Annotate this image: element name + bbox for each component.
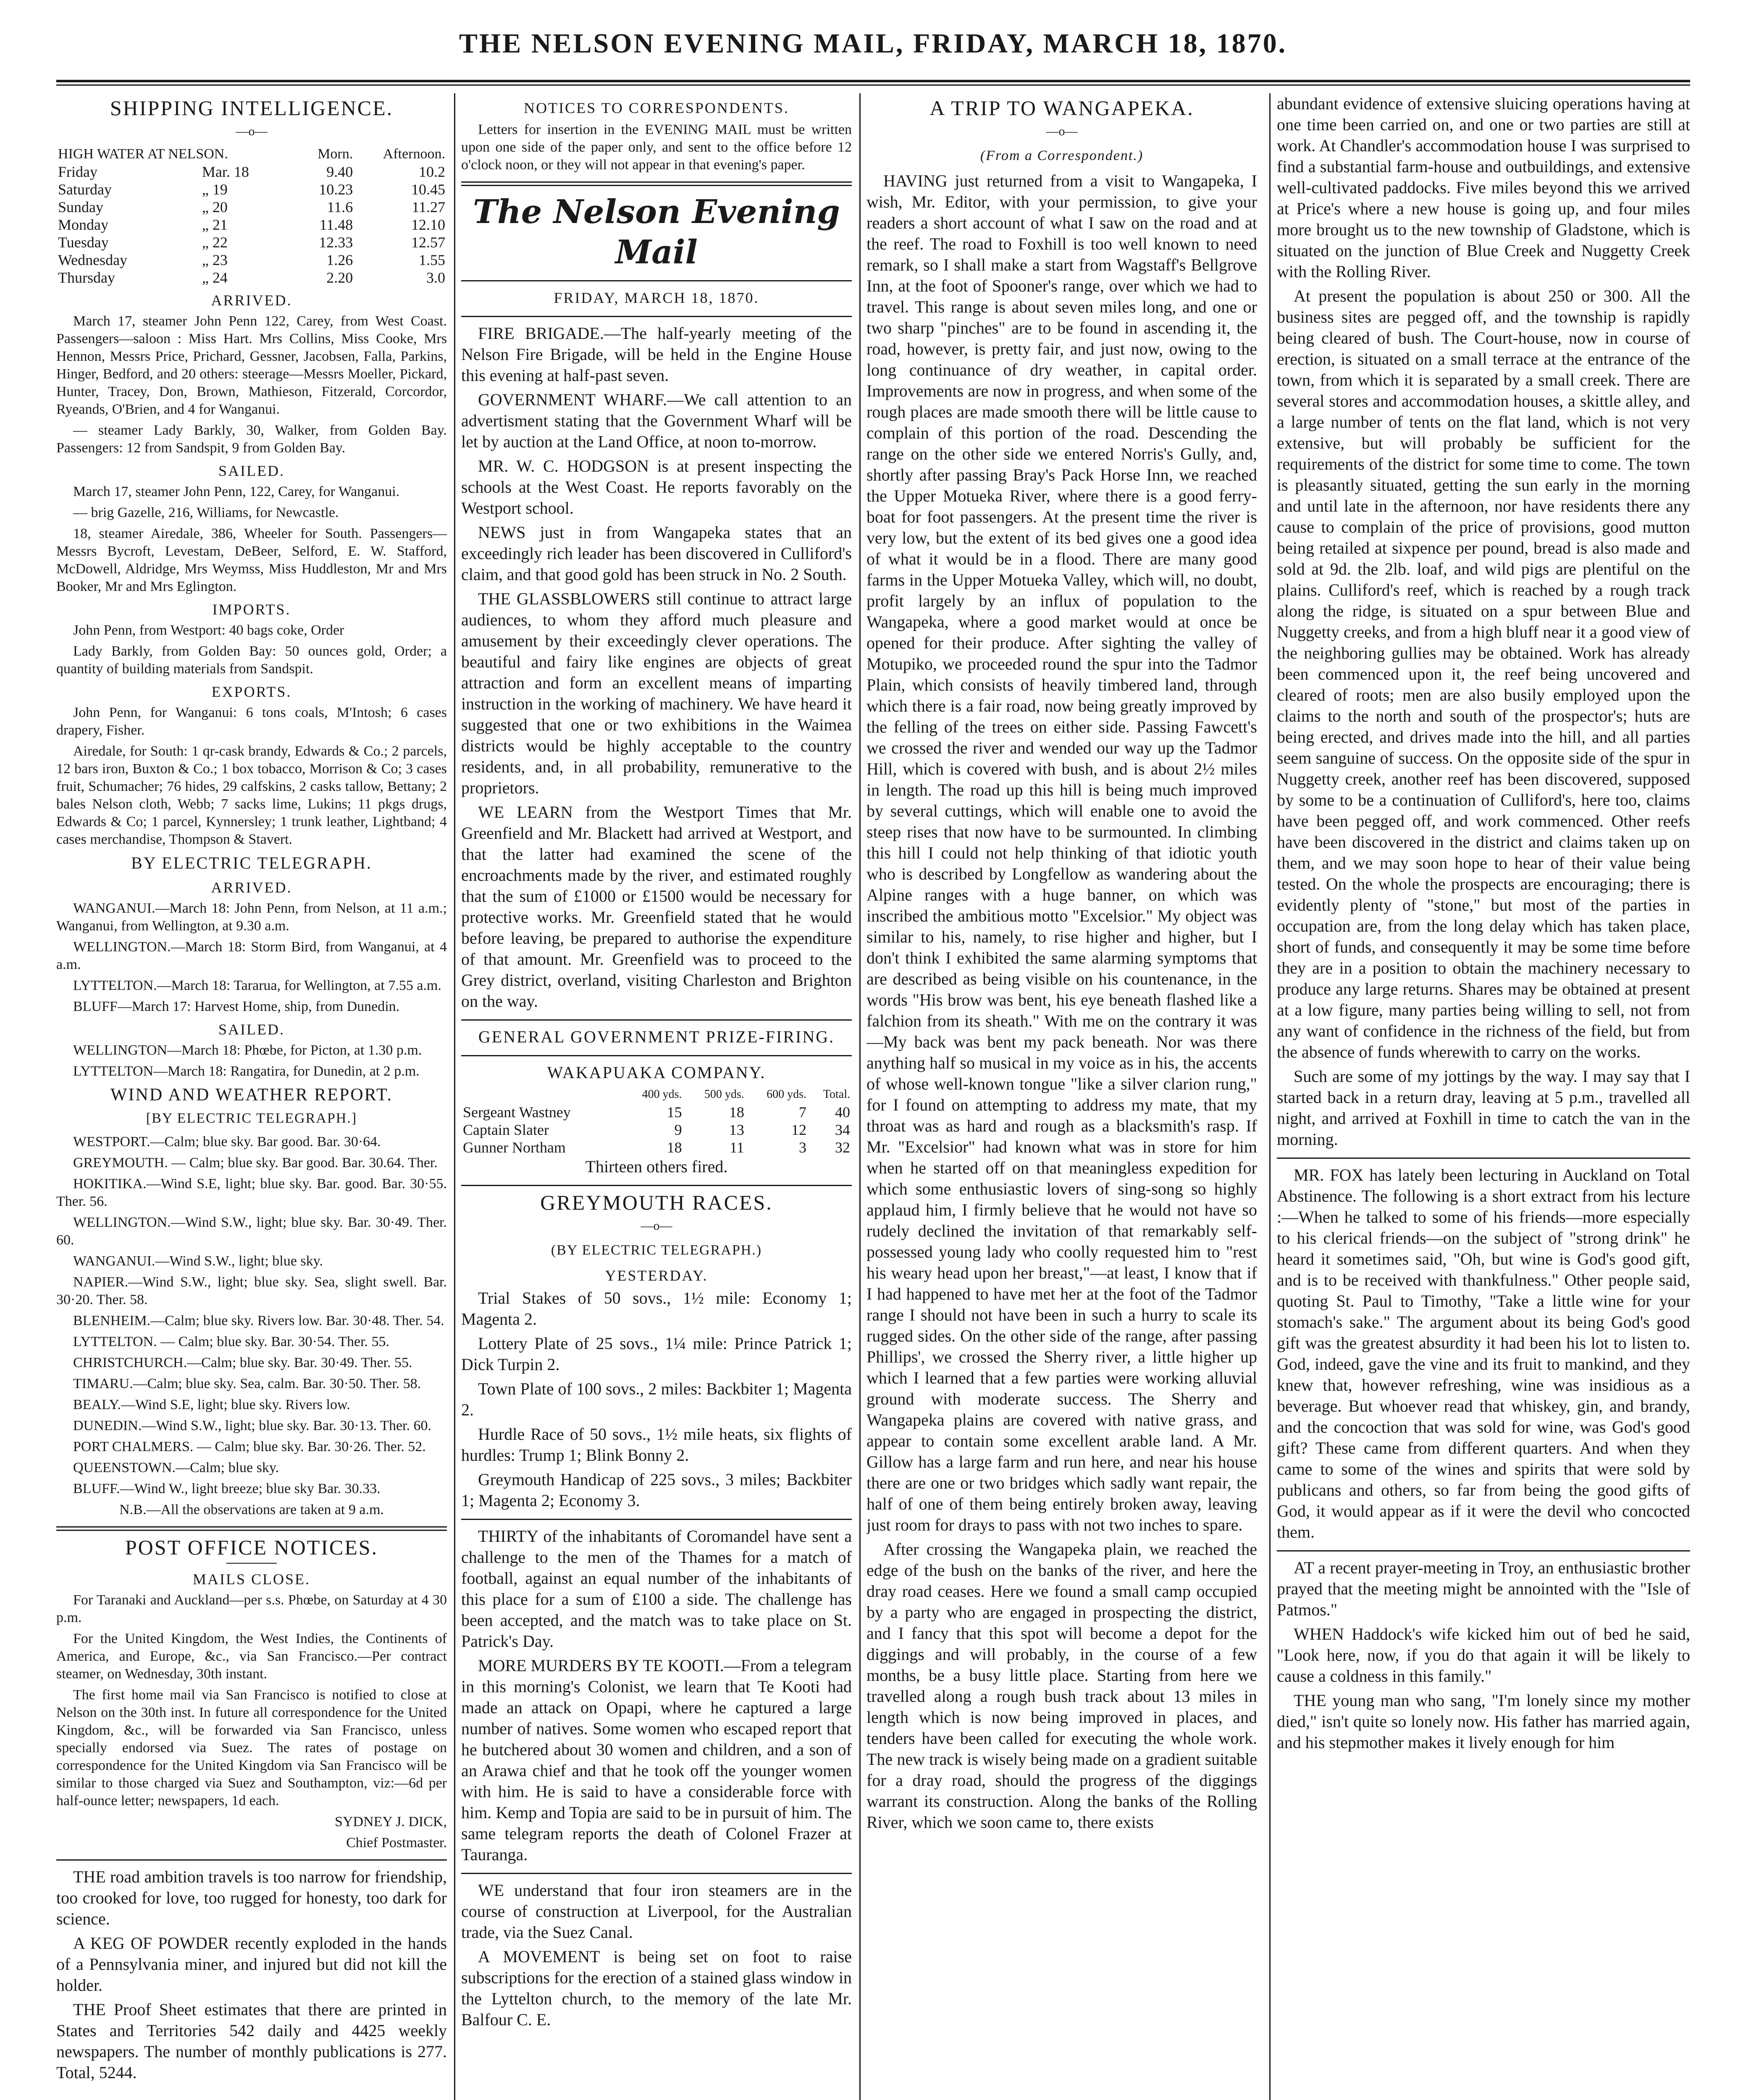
- race-result: Greymouth Handicap of 225 sovs., 3 miles; Backbiter 1; Magenta 2; Economy 3.: [461, 1470, 852, 1510]
- mails-close-heading: MAILS CLOSE.: [192, 1571, 311, 1588]
- tide-cell: Mar. 18: [202, 163, 249, 180]
- section-rule: [461, 1019, 852, 1021]
- section-rule: [461, 316, 852, 317]
- weather-title: WIND AND WEATHER REPORT.: [110, 1085, 393, 1105]
- prize-cell: Sergeant Wastney: [463, 1104, 571, 1121]
- weather-entry: BLENHEIM.—Calm; blue sky. Rivers low. Bar. 30·48. Ther. 54.: [73, 1313, 444, 1328]
- weather-entry: NAPIER.—Wind S.W., light; blue sky. Sea, slight swell. Bar. 30·20. Ther. 58.: [56, 1274, 447, 1307]
- tide-row: [56, 163, 447, 181]
- prize-cell: 13: [729, 1121, 744, 1138]
- tide-cell: Sunday: [58, 199, 103, 215]
- column-rule: [454, 93, 455, 2100]
- news-paragraph: WE LEARN from the Westport Times that Mr. Greenfield and Mr. Blackett had arrived at Westport, and that the latter had examined the scene of the encroachments made by the river, and estimated roughly that the sum of £1000 or £1500 would be necessary for protective works. Mr. Greenfield stated that he would before leaving, be prepared to authorise the expenditure of that amount. Mr. Greenfield was to proceed to the Grey district, overland, visiting Charleston and Brighton on the way.: [461, 803, 852, 1011]
- section-rule: [461, 280, 852, 281]
- tide-cell: Wednesday: [58, 252, 128, 268]
- tide-cell: 3.0: [426, 269, 445, 286]
- race-result: Hurdle Race of 50 sovs., 1½ mile heats, six flights of hurdles: Trump 1; Blink Bonny 2.: [461, 1425, 852, 1465]
- news-paragraph: AT a recent prayer-meeting in Troy, an enthusiastic brother prayed that the meeting might be annointed with the "Isle of Patmos.": [1277, 1558, 1690, 1619]
- tide-header-row: [56, 145, 447, 163]
- tide-table: [56, 145, 447, 286]
- news-paragraph: MR. FOX has lately been lecturing in Auckland on Total Abstinence. The following is a short extract from his lecture :—When he talked to some of his friends—more especially to his clerical friends—on the subject of "strong drink" he heard it sometimes said, "Oh, but wine is God's good gift, and is to be received with thankfulness." Other people said, quoting St. Paul to Timothy, "Take a little wine for your stomach's sake." The argument about its being God's good gift was the greatest absurdity it had been his lot to listen to. God, indeed, gave the vine and its fruit to mankind, and they knew that, however refreshing, wine was insidious as a beverage. But whoever read that whiskey, gin, and brandy, and the concoction that was sold for wine, was God's good gift? These came from different quarters. And when they came to some of the wines and spirits that were sold by publicans and others, so far from being the good gifts of God, it would appear as if it were the devil who concocted them.: [1277, 1166, 1690, 1541]
- tide-cell: 1.55: [419, 252, 445, 268]
- news-paragraph: A MOVEMENT is being set on foot to raise subscriptions for the erection of a stained glass window in the Lyttelton church, to the memory of the late Mr. Balfour C. E.: [461, 1947, 852, 2029]
- tide-row: [56, 216, 447, 234]
- post-signature-title: Chief Postmaster.: [346, 1835, 447, 1851]
- weather-entry: WANGANUI.—Wind S.W., light; blue sky.: [73, 1253, 323, 1269]
- prize-cell: 11: [730, 1139, 744, 1156]
- post-entry: For Taranaki and Auckland—per s.s. Phœbe, on Saturday at 4 30 p.m.: [56, 1592, 447, 1625]
- arrived-entry: — steamer Lady Barkly, 30, Walker, from Golden Bay. Passengers: 12 from Sandspit, 9 from Golden Bay.: [56, 423, 447, 456]
- tide-cell: 10.2: [419, 163, 445, 180]
- prize-header: 600 yds.: [767, 1088, 807, 1101]
- news-paragraph: NEWS just in from Wangapeka states that an exceedingly rich leader has been discovered in Culliford's claim, and that good gold has been struck in No. 2 South.: [461, 523, 852, 584]
- prize-cell: 9: [674, 1121, 682, 1138]
- prize-header: 400 yds.: [642, 1088, 682, 1101]
- imports-heading: IMPORTS.: [212, 601, 291, 618]
- column-3: [866, 93, 1257, 2100]
- tide-cell: Thursday: [58, 269, 115, 286]
- news-paragraph: THIRTY of the inhabitants of Coromandel have sent a challenge to the men of the Thames for a match of football, against an equal number of the inhabitants of this place for a sum of £100 a side. The challenge has been accepted, and the match was to take place on St. Patrick's Day.: [461, 1527, 852, 1651]
- prize-header-row: [461, 1086, 852, 1103]
- tide-row: [56, 269, 447, 286]
- sailed-entry: 18, steamer Airedale, 386, Wheeler for South. Passengers—Messrs Bycroft, Levestam, DeBeer, Selford, E. W. Stafford, McDowell, Aldridge, Mrs Weymss, Miss Huddleston, Mr and Mrs Booker, Mr and Mrs Eglington.: [56, 526, 447, 594]
- tide-cell: „ 19: [202, 181, 228, 198]
- race-result: Trial Stakes of 50 sovs., 1½ mile: Economy 1; Magenta 2.: [461, 1289, 852, 1328]
- exports-entry: John Penn, for Wanganui: 6 tons coals, M'Intosh; 6 cases drapery, Fisher.: [56, 705, 447, 738]
- shipping-title: SHIPPING INTELLIGENCE.: [110, 96, 394, 120]
- post-entry: The first home mail via San Francisco is notified to close at Nelson on the 30th inst. In future all correspondence for the United Kingdom, &c., will be forwarded via San Francisco, unless specially endorsed via Suez. The rates of postage on correspondence for the United Kingdom via San Francisco will be similar to those charged via Suez and Southampton, viz:—6d per half-ounce letter; newspapers, 1d each.: [56, 1687, 447, 1809]
- masthead-rule: [56, 80, 1690, 86]
- weather-entry: PORT CHALMERS. — Calm; blue sky. Bar. 30·26. Ther. 52.: [73, 1439, 426, 1454]
- section-rule: [56, 1526, 447, 1531]
- telegraph-title: BY ELECTRIC TELEGRAPH.: [131, 853, 372, 872]
- weather-entry: BLUFF.—Wind W., light breeze; blue sky Bar. 30.33.: [73, 1481, 381, 1496]
- tide-cell: „ 20: [202, 199, 228, 215]
- prize-cell: 40: [835, 1104, 850, 1121]
- article-byline: (From a Correspondent.): [980, 148, 1144, 163]
- tide-header: Morn.: [318, 146, 353, 162]
- section-rule: [1277, 1158, 1690, 1159]
- arrived-entry: March 17, steamer John Penn 122, Carey, from West Coast. Passengers—saloon : Miss Hart. Mrs Collins, Miss Cooke, Mrs Hennon, Messrs Price, Prichard, Gessner, Jacobsen, Falla, Parkins, Hinger, Bedford, and 20 others: steerage—Messrs Moeller, Pickard, Hunter, Tracey, Don, Brown, Mathieson, Fitzerald, Corcordor, Ryeands, O'Brien, and 4 for Wanganui.: [56, 313, 447, 417]
- news-paragraph: WE understand that four iron steamers are in the course of construction at Liverpool, for the Australian trade, via the Suez Canal.: [461, 1881, 852, 1942]
- telegraph-sailed-entry: LYTTELTON—March 18: Rangatira, for Dunedin, at 2 p.m.: [73, 1063, 420, 1079]
- article-title: A TRIP TO WANGAPEKA.: [929, 96, 1194, 120]
- article-paragraph: HAVING just returned from a visit to Wangapeka, I wish, Mr. Editor, with your permission, to give your readers a short account of what I saw on the road and at the reef. The road to Foxhill is too well known to need remark, so I shall make a start from Wagstaff's Bellgrove Inn, at the foot of Spooner's range, over which we had to travel. This range is about seven miles long, and one or two sharp "pinches" are to be found in ascending it, the road, however, is pretty fair, and just now, owing to the long continuance of dry weather, in capital order. Improvements are now in progress, and when some of the rough places are made smooth there will be little cause to complain of this portion of the road. Descending the range on the other side we entered Norris's Gully, and, shortly after passing Bray's Pack Horse Inn, we reached the Upper Motueka River, where there is a good ferry-boat for foot passengers. At the present time the river is very low, but the extent of its bed gives one a good idea of what it would be in a flood. There are many good farms in the Upper Motueka Valley, which will, no doubt, profit largely by an influx of population to the Wangapeka, where a good market would at once be opened for their produce. After sighting the valley of Motupiko, we proceeded round the spur into the Tadmor Plain, which consists of heavily timbered land, through which there is a fair road, now being greatly improved by the felling of the trees on either side. Passing Fawcett's we crossed the river and wended our way up the Tadmor Hill, which is covered with bush, and is about 2½ miles in length. The road up this hill is being much improved by several cuttings, which will enable one to avoid the steep rises that now have to be surmounted. In climbing this hill I could not help thinking of that idiotic youth who is described by Longfellow as wandering about the Alpine ranges with a huge banner, on which was inscribed the ambitious motto "Excelsior." My object was similar to his, namely, to rise higher and higher, but I don't think I exhibited the same alarming symptoms that are described as being visible on his countenance, in the words "His brow was bent, his eye beneath flashed like a falchion from its sheath." With me on the contrary it was—My back was bent my pack beneath. Nor was there anything half so musical in my voice as in his, the accents of whose well-known tongue "like a silver clarion rung," for I found on attempting to address my mate, that my throat was as hard and rough as a blacksmith's rasp. If Mr. "Excelsior" had known what was in store for him when he started off on that meaningless expedition for which some enthusiastic lovers of sing-song so highly applaud him, I firmly believe that he would not have so rudely declined the invitation of that remarkably self-possessed young lady who coolly requested him to "rest his weary head upon her breast,"—at least, I know that if I had happened to have met her at the foot of the Tadmor range I should not have been in such a hurry to scale its rugged sides. On the other side of the range, after passing Phillips', we crossed the Sherry river, a little higher up which I learned that a few parties were working alluvial ground with moderate success. The Sherry and Wangapeka plains are covered with native grass, and appear to contain some excellent arable land. A Mr. Gillow has a large farm and run here, and near his house there are one or two bridges which sadly want repair, the half of one of them being entirely broken away, leaving just room for drays to pass with not two inches to spare.: [866, 171, 1257, 1534]
- arrived-heading: ARRIVED.: [211, 292, 292, 309]
- divider: [226, 1563, 277, 1564]
- tide-cell: Monday: [58, 216, 108, 233]
- section-rule: [461, 1055, 852, 1056]
- tide-cell: Tuesday: [58, 234, 109, 251]
- notices-text: Letters for insertion in the EVENING MAIL must be written upon one side of the paper only, and sent to the office before 12 o'clock noon, or they will not appear in that evening's paper.: [461, 122, 852, 173]
- post-entry: For the United Kingdom, the West Indies, the Continents of America, and Europe, &c., via San Francisco.—Per contract steamer, on Wednesday, 30th instant.: [56, 1631, 447, 1682]
- weather-entry: GREYMOUTH. — Calm; blue sky. Bar good. Bar. 30.64. Ther.: [73, 1155, 438, 1171]
- weather-entry: BEALY.—Wind S.E, light; blue sky. Rivers low.: [73, 1397, 350, 1412]
- weather-entry: WELLINGTON.—Wind S.W., light; blue sky. Bar. 30·49. Ther. 60.: [56, 1215, 447, 1248]
- imports-entry: John Penn, from Westport: 40 bags coke, Order: [73, 622, 344, 638]
- tide-header: Afternoon.: [383, 146, 445, 162]
- prize-cell: 3: [799, 1139, 807, 1156]
- prize-table: [461, 1086, 852, 1156]
- tide-header: HIGH WATER AT NELSON.: [58, 146, 228, 162]
- section-rule: [1277, 1550, 1690, 1551]
- section-rule: [56, 1859, 447, 1861]
- telegraph-sailed-heading: SAILED.: [218, 1021, 285, 1038]
- section-rule: [461, 1185, 852, 1186]
- weather-note: N.B.—All the observations are taken at 9 a.m.: [119, 1502, 384, 1517]
- news-paragraph: MORE MURDERS BY TE KOOTI.—From a telegram in this morning's Colonist, we learn that Te Kooti had made an attack on Opapi, where he captured a large number of natives. Some women who escaped report that he butchered about 30 women and children, and a son of an Arawa chief and that he took off the younger women with him. He is said to have a considerable force with him. Kemp and Topia are said to be in pursuit of him. The same telegram reports the death of Colonel Frazer at Tauranga.: [461, 1656, 852, 1864]
- prize-cell: Captain Slater: [463, 1121, 549, 1138]
- prize-note: Thirteen others fired.: [585, 1157, 728, 1176]
- brief-paragraph: THE Proof Sheet estimates that there are printed in States and Territories 542 daily and 4425 weekly newspapers. The number of monthly publications is 277. Total, 5244.: [56, 2000, 447, 2082]
- news-paragraph: WHEN Haddock's wife kicked him out of bed he said, "Look here, now, if you do that again it will be likely to cause a coldness in this family.": [1277, 1625, 1690, 1685]
- article-paragraph: After crossing the Wangapeka plain, we reached the edge of the bush on the banks of the river, and here the dray road ceases. Here we found a small camp occupied by a party who are engaged in prospecting the district, and I fancy that this spot will become a depot for the diggings and will probably, in the course of a few months, be a busy little place. Starting from here we travelled along a rough bush track about 13 miles in length which is now being improved in places, and tenders have been called for executing the whole work. The new track is wisely being made on a gradient suitable for a dray road, should the progress of the diggings warrant its construction. Along the banks of the Rolling River, which we soon came to, there exists: [866, 1540, 1257, 1832]
- races-title: GREYMOUTH RACES.: [540, 1191, 773, 1214]
- news-paragraph: MR. W. C. HODGSON is at present inspecting the schools at the West Coast. He reports favorably on the Westport school.: [461, 457, 852, 517]
- telegraph-arrived-entry: WANGANUI.—March 18: John Penn, from Nelson, at 11 a.m.; Wanganui, from Wellington, at 9.30 a.m.: [56, 900, 447, 934]
- section-rule: [461, 1519, 852, 1520]
- weather-entry: CHRISTCHURCH.—Calm; blue sky. Bar. 30·49. Ther. 55.: [73, 1355, 412, 1370]
- prize-cell: 34: [835, 1121, 850, 1138]
- prize-row: [461, 1121, 852, 1139]
- article-paragraph: abundant evidence of extensive sluicing operations having at one time been carried on, and one or two parties are still at work. At Chandler's accommodation house I was surprised to find a substantial farm-house and outbuildings, and extensive well-cultivated paddocks. Five miles beyond this we arrived at Price's where a new house is going up, and four miles more brought us to the new township of Gladstone, which is situated on the junction of Blue Creek and Nuggetty Creek with the Rolling River.: [1277, 94, 1690, 281]
- tide-cell: „ 23: [202, 252, 228, 268]
- prize-cell: Gunner Northam: [463, 1139, 566, 1156]
- column-2: [461, 93, 852, 2100]
- news-paragraph: THE young man who sang, "I'm lonely since my mother died," isn't quite so lonely now. His father has married again, and his stepmother makes it lively enough for him: [1277, 1691, 1690, 1752]
- tide-cell: 11.48: [319, 216, 353, 233]
- ornament: —o—: [641, 1219, 672, 1233]
- tide-row: [56, 198, 447, 216]
- races-day: YESTERDAY.: [605, 1267, 708, 1284]
- prize-cell: 32: [835, 1139, 850, 1156]
- tide-cell: „ 22: [202, 234, 228, 251]
- column-rule: [859, 93, 861, 2100]
- sailed-entry: — brig Gazelle, 216, Williams, for Newcastle.: [73, 505, 339, 520]
- telegraph-arrived-heading: ARRIVED.: [211, 879, 292, 896]
- exports-heading: EXPORTS.: [211, 683, 292, 700]
- sailed-heading: SAILED.: [218, 462, 285, 479]
- tide-cell: 11.27: [412, 199, 445, 215]
- prize-row: [461, 1103, 852, 1121]
- tide-cell: 1.26: [326, 252, 353, 268]
- post-signature: SYDNEY J. DICK,: [335, 1814, 447, 1830]
- column-4: [1277, 93, 1690, 2100]
- prize-header: [461, 1086, 621, 1103]
- races-subtitle: (BY ELECTRIC TELEGRAPH.): [551, 1242, 762, 1258]
- section-rule: [461, 1873, 852, 1874]
- article-paragraph: Such are some of my jottings by the way. I may say that I started back in a return dray, leaving at 5 p.m., travelled all night, and arrived at Foxhill in time to catch the van in the morning.: [1277, 1067, 1690, 1149]
- weather-entry: DUNEDIN.—Wind S.W., light; blue sky. Bar. 30·13. Ther. 60.: [73, 1418, 431, 1433]
- ornament: —o—: [1046, 124, 1078, 138]
- tide-cell: 10.23: [319, 181, 353, 198]
- race-result: Town Plate of 100 sovs., 2 miles: Backbiter 1; Magenta 2.: [461, 1379, 852, 1419]
- prize-cell: 12: [791, 1121, 807, 1138]
- tide-row: [56, 251, 447, 269]
- prize-title: GENERAL GOVERNMENT PRIZE-FIRING.: [478, 1027, 835, 1046]
- column-1: [56, 93, 447, 2100]
- company-title: WAKAPUAKA COMPANY.: [547, 1063, 766, 1082]
- prize-row: [461, 1139, 852, 1156]
- prize-cell: 18: [729, 1104, 744, 1121]
- notices-title: NOTICES TO CORRESPONDENTS.: [524, 100, 789, 116]
- tide-cell: „ 21: [202, 216, 228, 233]
- imports-entry: Lady Barkly, from Golden Bay: 50 ounces gold, Order; a quantity of building materials from Sandspit.: [56, 643, 447, 677]
- prize-header: 500 yds.: [704, 1088, 744, 1101]
- weather-entry: LYTTELTON. — Calm; blue sky. Bar. 30·54. Ther. 55.: [73, 1334, 390, 1349]
- news-paragraph: THE GLASSBLOWERS still continue to attract large audiences, to whom they afford much pleasure and amusement by their exceedingly clever operations. The beautiful and fairy like engines are objects of great attraction and form an excellent means of imparting instruction in the working of machinery. We have heard it suggested that one or two exhibitions in the Waimea districts would be highly acceptable to the country residents, and, in all probability, remunerative to the proprietors.: [461, 589, 852, 797]
- paper-title: The Nelson Evening Mail: [473, 193, 840, 271]
- tide-row: [56, 234, 447, 251]
- tide-cell: 10.45: [411, 181, 445, 198]
- masthead: THE NELSON EVENING MAIL, FRIDAY, MARCH 18, 1870.: [459, 28, 1287, 59]
- prize-cell: 18: [667, 1139, 682, 1156]
- tide-cell: 11.6: [327, 199, 353, 215]
- weather-subtitle: [BY ELECTRIC TELEGRAPH.]: [146, 1110, 357, 1126]
- editorial-date: FRIDAY, MARCH 18, 1870.: [554, 289, 759, 306]
- tide-cell: 12.10: [411, 216, 445, 233]
- brief-paragraph: A KEG OF POWDER recently exploded in the hands of a Pennsylvania miner, and injured but did not kill the holder.: [56, 1934, 447, 1995]
- weather-entry: HOKITIKA.—Wind S.E, light; blue sky. Bar. good. Bar. 30·55. Ther. 56.: [56, 1176, 447, 1209]
- tide-row: [56, 181, 447, 198]
- telegraph-arrived-entry: LYTTELTON.—March 18: Tararua, for Wellington, at 7.55 a.m.: [73, 978, 441, 993]
- tide-cell: Saturday: [58, 181, 112, 198]
- weather-entry: QUEENSTOWN.—Calm; blue sky.: [73, 1460, 279, 1475]
- exports-entry: Airedale, for South: 1 qr-cask brandy, Edwards & Co.; 2 parcels, 12 bars iron, Buxton & Co.; 1 box tobacco, Morrison & Co; 3 cases fruit, Schumacher; 76 hides, 29 calfskins, 2 casks tallow, Bettany; 2 bales Nelson cloth, Webb; 7 sacks lime, Lukins; 11 pkgs drugs, Edwards & Co; 1 parcel, Kynnersley; 1 trunk leather, Lightband; 4 cases merchandise, Thompson & Stavert.: [56, 743, 447, 847]
- post-title: POST OFFICE NOTICES.: [125, 1536, 378, 1559]
- prize-cell: 7: [799, 1104, 807, 1121]
- race-result: Lottery Plate of 25 sovs., 1¼ mile: Prince Patrick 1; Dick Turpin 2.: [461, 1334, 852, 1374]
- news-paragraph: FIRE BRIGADE.—The half-yearly meeting of the Nelson Fire Brigade, will be held in the Engine House this evening at half-past seven.: [461, 324, 852, 385]
- tide-cell: 2.20: [326, 269, 353, 286]
- tide-cell: Friday: [58, 163, 97, 180]
- tide-cell: 9.40: [326, 163, 353, 180]
- sailed-entry: March 17, steamer John Penn, 122, Carey, for Wanganui.: [73, 484, 400, 499]
- tide-cell: 12.33: [319, 234, 353, 251]
- tide-cell: „ 24: [202, 269, 228, 286]
- column-rule: [1269, 93, 1271, 2100]
- telegraph-arrived-entry: WELLINGTON.—March 18: Storm Bird, from Wanganui, at 4 a.m.: [56, 939, 447, 972]
- brief-paragraph: THE road ambition travels is too narrow for friendship, too crooked for love, too rugged for honesty, too dark for science.: [56, 1867, 447, 1928]
- weather-entry: WESTPORT.—Calm; blue sky. Bar good. Bar. 30·64.: [73, 1134, 381, 1150]
- section-rule: [461, 181, 852, 186]
- tide-cell: 12.57: [411, 234, 445, 251]
- prize-header: Total.: [823, 1088, 850, 1101]
- news-paragraph: GOVERNMENT WHARF.—We call attention to an advertisment stating that the Government Wharf will be let by auction at the Land Office, at noon to-morrow.: [461, 390, 852, 451]
- weather-entry: TIMARU.—Calm; blue sky. Sea, calm. Bar. 30·50. Ther. 58.: [73, 1376, 421, 1391]
- article-paragraph: At present the population is about 250 or 300. All the business sites are pegged off, and the township is rapidly being cleared of bush. The Court-house, now in course of erection, is situated on a small terrace at the entrance of the town, from which it is separated by a small creek. There are several stores and accommodation houses, a skittle alley, and a large number of tents on the flat land, which is not very extensive, but will probably be sufficient for the requirements of the district for some time to come. The town is pleasantly situated, getting the sun early in the morning and until late in the afternoon, nor have residents there any cause to complain of the price of provisions, good mutton being retailed at sixpence per pound, bread is also made and sold at 9d. the 2lb. loaf, and wild pigs are plentiful on the plains. Culliford's reef, which is reached by a rough track along the ridge, is situated on a spur between Blue and Nuggetty creeks, and from a high bluff near it a good view of the neighboring gullies may be obtained. Work has already been commenced upon it, the reef being uncovered and cleared of roots; men are also busily employed upon the claims to the north and south of the prospector's; huts are being erected, and drives made into the hill, and all parties seem sanguine of success. On the opposite side of the spur in Nuggetty creek, another reef has been discovered, supposed by some to be a continuation of Culliford's, here too, claims have been pegged off, and work commenced. Other reefs have been discovered in the district and claims taken up on them, and we may soon hope to hear of their value being tested. On the whole the prospects are encouraging; there is evidently plenty of "stone," but most of the parties in occupation are, from the long delay which has taken place, short of funds, and consequently it may be some time before they are in a position to obtain the machinery necessary to produce any large returns. Shares may be obtained at present at a low figure, many parties being willing to sell, not from any want of confidence in the richness of the field, but from the absence of funds wherewith to carry on the works.: [1277, 286, 1690, 1061]
- ornament: —o—: [236, 124, 268, 138]
- prize-cell: 15: [667, 1104, 682, 1121]
- telegraph-sailed-entry: WELLINGTON—March 18: Phœbe, for Picton, at 1.30 p.m.: [73, 1042, 422, 1058]
- telegraph-arrived-entry: BLUFF—March 17: Harvest Home, ship, from Dunedin.: [73, 999, 400, 1014]
